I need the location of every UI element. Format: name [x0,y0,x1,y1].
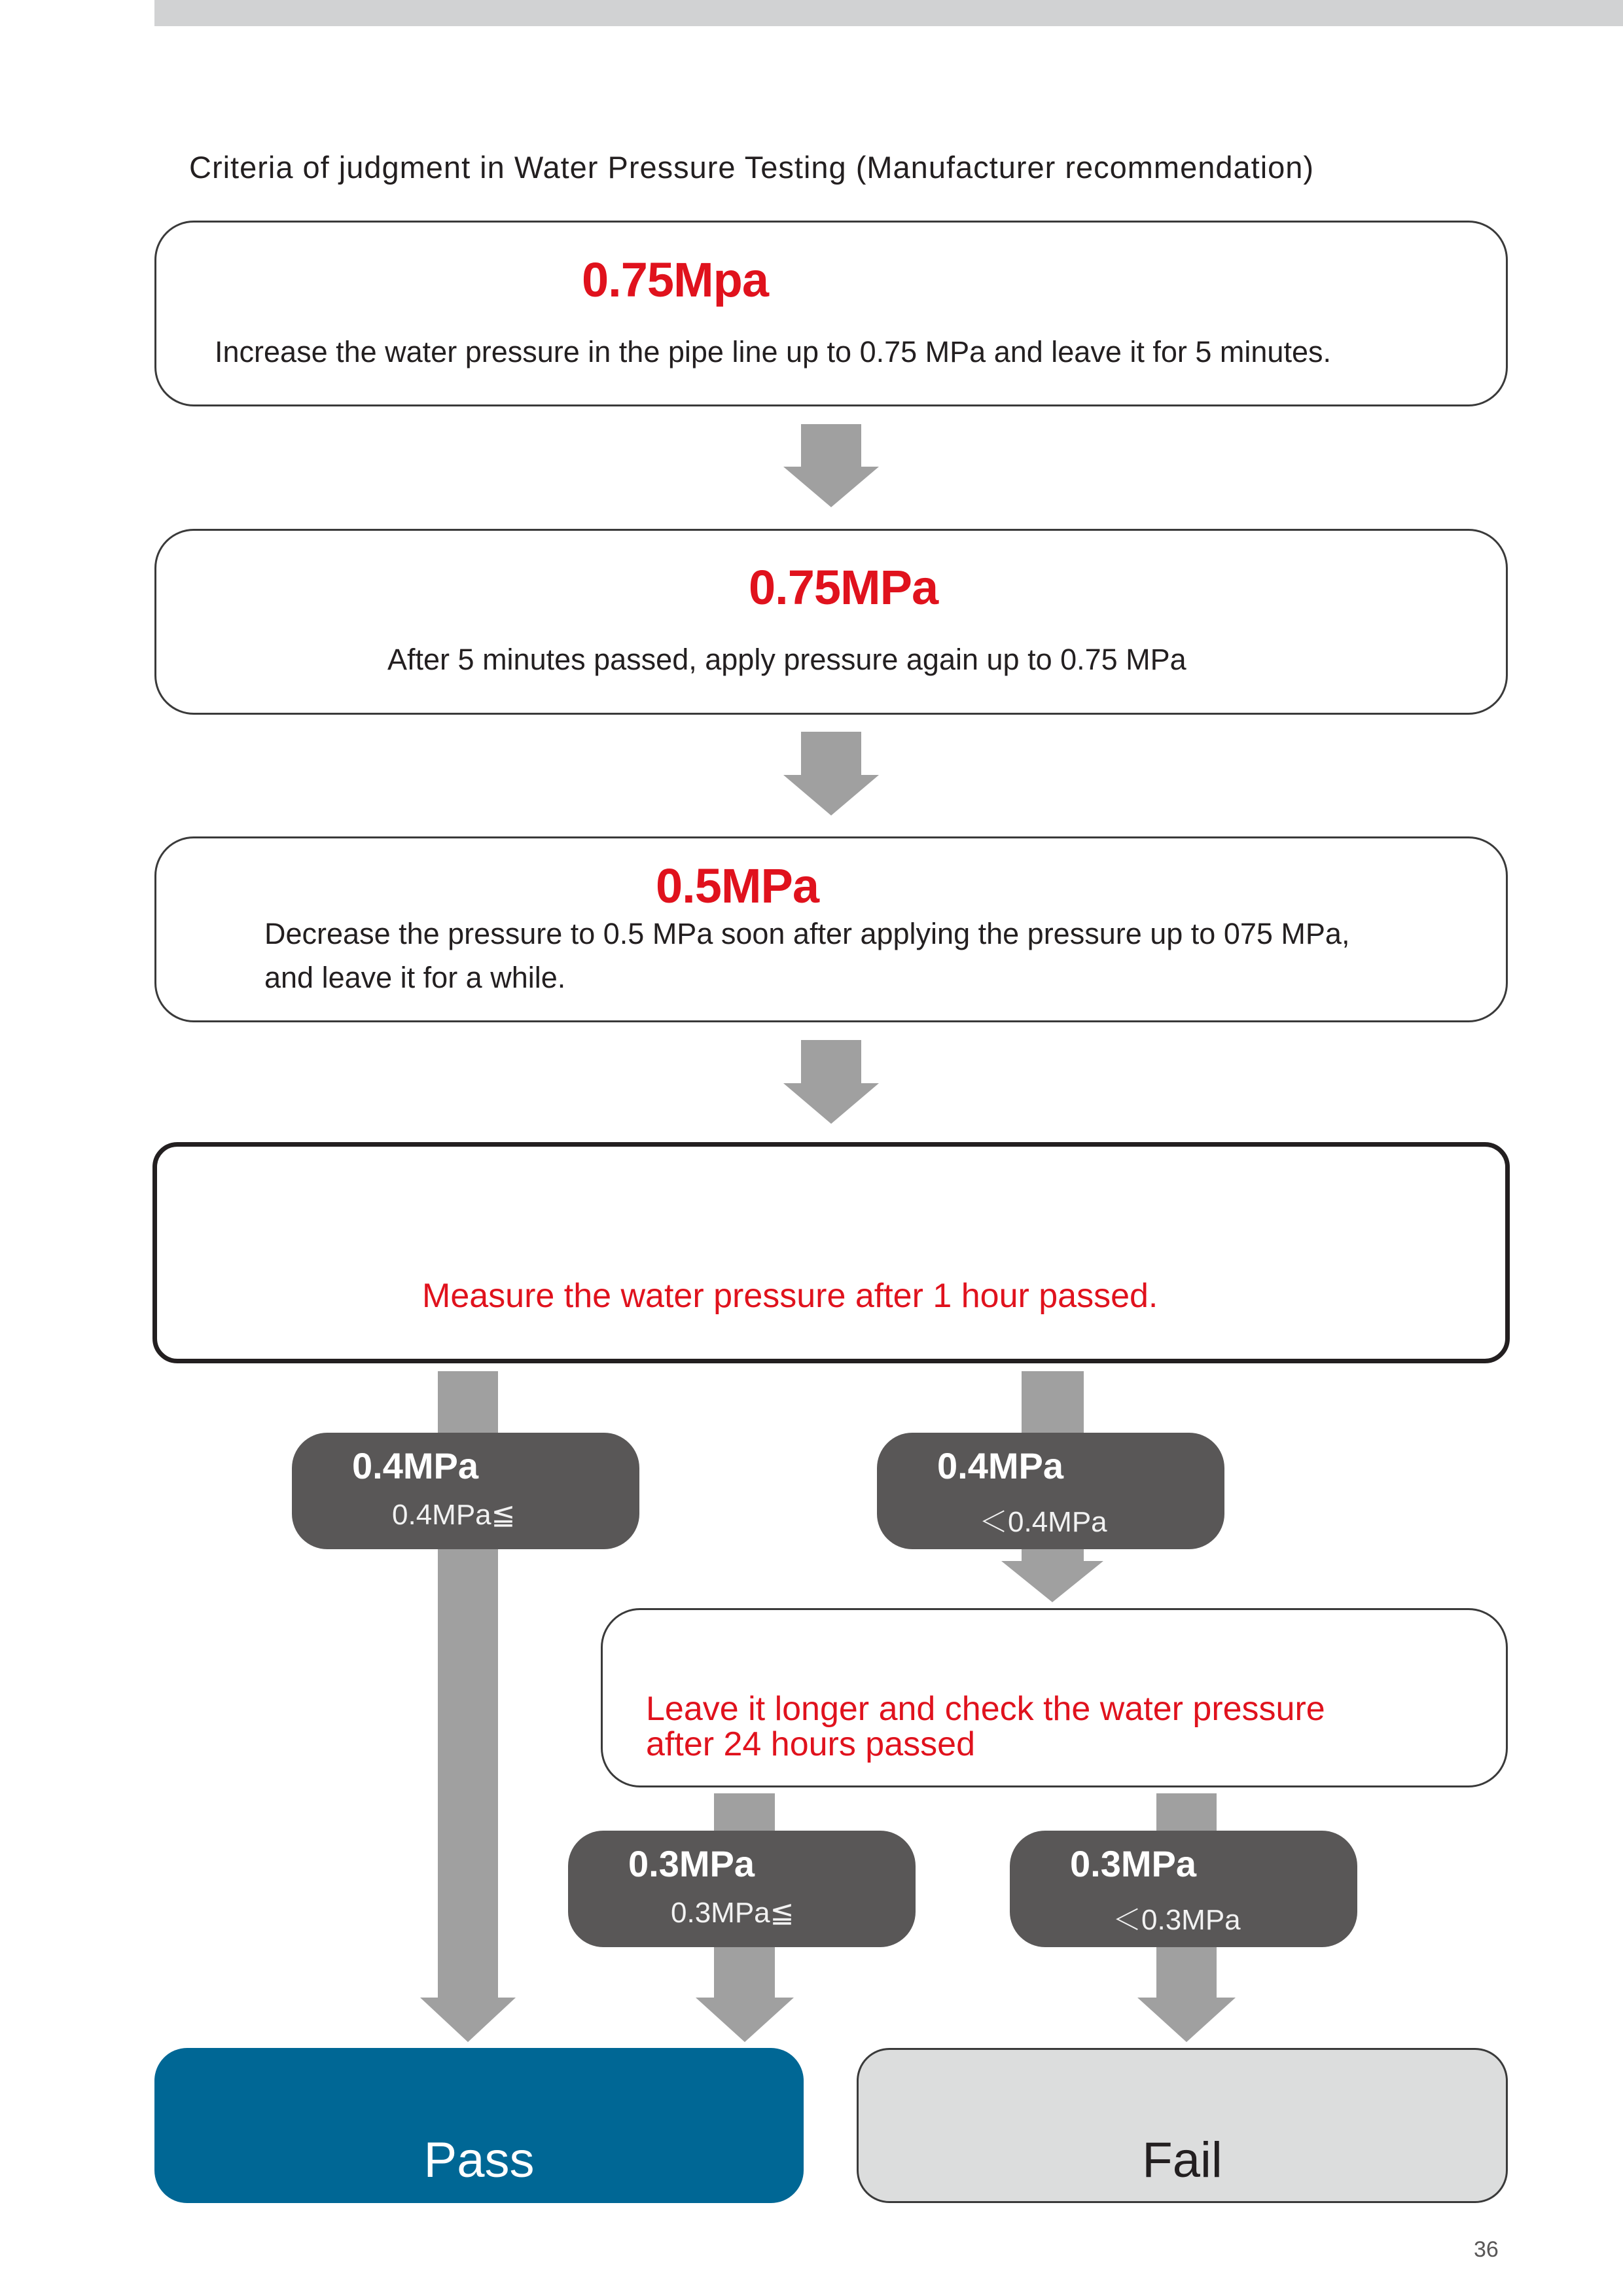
step-3-description-line-1: Decrease the pressure to 0.5 MPa soon after applying the pressure up to 075 MPa, [264,917,1350,950]
pill-1h-fail [877,1433,1224,1549]
page-number: 36 [1474,2237,1499,2262]
pill-24h-pass-condition: 0.3MPa≦ [671,1897,794,1929]
step-2-description: After 5 minutes passed, apply pressure again up to 0.75 MPa [387,643,1186,676]
fail-box [857,2048,1508,2203]
pill-1h-fail-pressure: 0.4MPa [937,1445,1063,1486]
pill-24h-fail-pressure: 0.3MPa [1070,1843,1196,1884]
step-3-description-line-2: and leave it for a while. [264,961,566,994]
step-box-2 [154,529,1508,715]
step-2-pressure: 0.75MPa [749,560,938,615]
down-arrow-step3 [783,1040,879,1124]
pill-24h-pass [568,1831,916,1947]
check-24h-line-2: after 24 hours passed [646,1725,975,1763]
pass-label: Pass [423,2132,535,2188]
step-3-pressure: 0.5MPa [656,859,819,913]
pill-1h-pass-condition: 0.4MPa≦ [392,1499,516,1531]
step-box-3 [154,836,1508,1022]
pill-24h-fail [1010,1831,1357,1947]
down-arrow-step2 [783,732,879,816]
pass-box [154,2048,804,2203]
check-24h-box [601,1608,1508,1787]
pill-1h-fail-condition: ＜0.4MPa [979,1506,1107,1538]
step-1-description: Increase the water pressure in the pipe line up to 0.75 MPa and leave it for 5 minutes. [215,335,1331,368]
step-box-1 [154,221,1508,406]
pill-1h-pass [292,1433,639,1549]
pill-24h-fail-condition: ＜0.3MPa [1113,1904,1241,1936]
measure-instruction: Measure the water pressure after 1 hour passed. [422,1277,1158,1315]
step-1-pressure: 0.75Mpa [582,253,769,307]
check-24h-line-1: Leave it longer and check the water pressure [646,1690,1325,1728]
pill-1h-pass-pressure: 0.4MPa [352,1445,478,1486]
fail-label: Fail [1142,2132,1222,2188]
measure-box [152,1142,1510,1363]
page-title: Criteria of judgment in Water Pressure Testing (Manufacturer recommendation) [189,150,1315,185]
pill-24h-pass-pressure: 0.3MPa [628,1843,755,1884]
down-arrow-step1 [783,424,879,507]
